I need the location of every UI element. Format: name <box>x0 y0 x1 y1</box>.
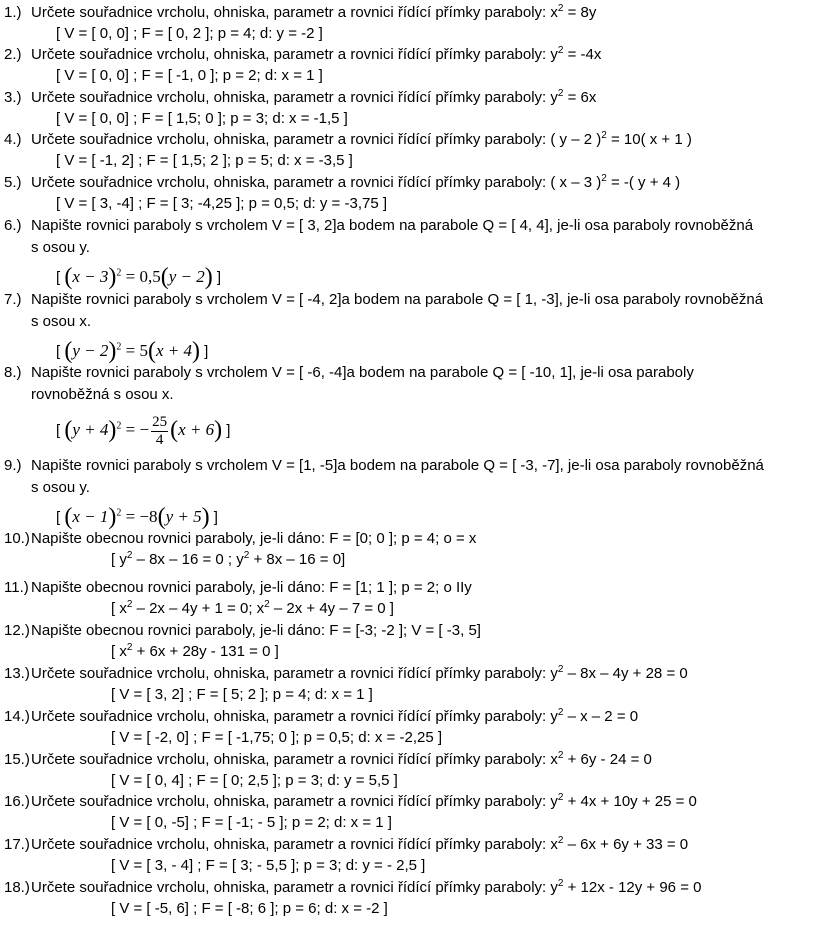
answer-11: [ $x^2 - 2x - 4y + 1 = 0$; $x^2 - 2x + 4y - 7 = 0$ ] <box>111 599 394 617</box>
problem-number: 2.) <box>4 46 22 63</box>
problem-number: 1.) <box>4 4 22 21</box>
problem-number: 16.) <box>4 793 30 810</box>
problem-number: 13.) <box>4 665 30 682</box>
problem-text: Určete souřadnice vrcholu, ohniska, parametr a rovnici řídící přímky paraboly: ( y – 2 )$^2$ = 10( x + 1 ) <box>31 130 692 148</box>
problem-text: Určete souřadnice vrcholu, ohniska, parametr a rovnici řídící přímky paraboly: $y^2 = -4x$ <box>31 45 602 63</box>
answer-10: [ $y^2 - 8x - 16 = 0$ ; $y^2 + 8x - 16 = 0$] <box>111 550 346 568</box>
problem-number: 10.) <box>4 530 30 547</box>
problem-text: Určete souřadnice vrcholu, ohniska, parametr a rovnici řídící přímky paraboly: $x^2 - 6x + 6y + 33 = 0$ <box>31 835 689 853</box>
answer-15: [ V = [ 0, 4] ; F = [ 0; 2,5 ]; p = 3; d: y = 5,5 ] <box>111 772 398 789</box>
problem-text: Napište obecnou rovnici paraboly, je-li dáno: F = [0; 0 ]; p = 4; o = x <box>31 530 477 547</box>
problem-number: 12.) <box>4 622 30 639</box>
problem-7-cont: s osou x. <box>31 313 92 330</box>
answer-13: [ V = [ 3, 2] ; F = [ 5; 2 ]; p = 4; d: x = 1 ] <box>111 686 373 703</box>
answer-8: [ $(y + 4)^2$ = − $\frac{25}{4}$ (x + 6) ] <box>56 413 231 448</box>
answer-14: [ V = [ -2, 0] ; F = [ -1,75; 0 ]; p = 0,5; d: x = -2,25 ] <box>111 729 443 746</box>
problem-text: Napište rovnici paraboly s vrcholem V = [ -4, 2]a bodem na parabole Q = [ 1, -3], je-li osa paraboly rovnoběžná <box>31 291 764 308</box>
problem-number: 14.) <box>4 708 30 725</box>
answer-7: [ $(y - 2)^2 = 5(x + 4)$ ] <box>56 338 209 364</box>
problem-number: 18.) <box>4 879 30 896</box>
problem-text: Napište rovnici paraboly s vrcholem V = [1, -5]a bodem na parabole Q = [ -3, -7], je-li osa paraboly rovnoběžná <box>31 457 764 474</box>
answer-18: [ V = [ -5, 6] ; F = [ -8; 6 ]; p = 6; d: x = -2 ] <box>111 900 388 917</box>
problem-8-cont: rovnoběžná s osou x. <box>31 386 174 403</box>
problem-9-cont: s osou y. <box>31 479 90 496</box>
fraction: $\frac{25}{4}$ <box>152 413 168 448</box>
problem-text: Určete souřadnice vrcholu, ohniska, parametr a rovnici řídící přímky paraboly: $x^2 = 8y$ <box>31 3 597 21</box>
problem-text: Napište obecnou rovnici paraboly, je-li dáno: F = [1; 1 ]; p = 2; o IIy <box>31 579 472 596</box>
problem-number: 5.) <box>4 174 22 191</box>
problem-text: Určete souřadnice vrcholu, ohniska, parametr a rovnici řídící přímky paraboly: $y^2 = 6x$ <box>31 88 597 106</box>
problem-text: Určete souřadnice vrcholu, ohniska, parametr a rovnici řídící přímky paraboly: $y^2 + 4x + 10y + 25 = 0$ <box>31 792 697 810</box>
problem-number: 8.) <box>4 364 22 381</box>
answer-16: [ V = [ 0, -5] ; F = [ -1; - 5 ]; p = 2; d: x = 1 ] <box>111 814 392 831</box>
problem-text: Určete souřadnice vrcholu, ohniska, parametr a rovnici řídící přímky paraboly: $x^2 + 6y - 24 = 0$ <box>31 750 652 768</box>
problem-6-cont: s osou y. <box>31 239 90 256</box>
problem-text: Určete souřadnice vrcholu, ohniska, parametr a rovnici řídící přímky paraboly: $y^2 - x - 2 = 0$ <box>31 707 639 725</box>
problem-text: Napište rovnici paraboly s vrcholem V = [ -6, -4]a bodem na parabole Q = [ -10, 1], je-li osa paraboly <box>31 364 694 381</box>
answer-1: [ V = [ 0, 0] ; F = [ 0, 2 ]; p = 4; d: y = -2 ] <box>56 25 323 42</box>
answer-2: [ V = [ 0, 0] ; F = [ -1, 0 ]; p = 2; d: x = 1 ] <box>56 67 323 84</box>
problem-number: 15.) <box>4 751 30 768</box>
problem-number: 3.) <box>4 89 22 106</box>
problem-text: Napište obecnou rovnici paraboly, je-li dáno: F = [-3; -2 ]; V = [ -3, 5] <box>31 622 481 639</box>
problem-text: Určete souřadnice vrcholu, ohniska, parametr a rovnici řídící přímky paraboly: $y^2 + 12x - 12y + 96 = 0$ <box>31 878 702 896</box>
answer-5: [ V = [ 3, -4] ; F = [ 3; -4,25 ]; p = 0,5; d: y = -3,75 ] <box>56 195 388 212</box>
problem-number: 9.) <box>4 457 22 474</box>
problem-number: 6.) <box>4 217 22 234</box>
answer-6: [ $(x - 3)^2 = 0,5(y - 2)$ ] <box>56 264 222 290</box>
answer-3: [ V = [ 0, 0] ; F = [ 1,5; 0 ]; p = 3; d: x = -1,5 ] <box>56 110 348 127</box>
answer-12: [ $x^2 + 6x + 28y - 131 = 0$ ] <box>111 642 279 660</box>
answer-9: [ $(x - 1)^2 = -8(y + 5)$ ] <box>56 504 218 530</box>
problem-text: Napište rovnici paraboly s vrcholem V = [ 3, 2]a bodem na parabole Q = [ 4, 4], je-li osa paraboly rovnoběžná <box>31 217 754 234</box>
problem-number: 4.) <box>4 131 22 148</box>
problem-number: 17.) <box>4 836 30 853</box>
answer-17: [ V = [ 3, - 4] ; F = [ 3; - 5,5 ]; p = 3; d: y = - 2,5 ] <box>111 857 426 874</box>
answer-4: [ V = [ -1, 2] ; F = [ 1,5; 2 ]; p = 5; d: x = -3,5 ] <box>56 152 353 169</box>
problem-text: Určete souřadnice vrcholu, ohniska, parametr a rovnici řídící přímky paraboly: ( x – 3 )$^2$ = -( y + 4 ) <box>31 173 681 191</box>
problem-number: 11.) <box>4 579 29 596</box>
problem-number: 7.) <box>4 291 22 308</box>
problem-text: Určete souřadnice vrcholu, ohniska, parametr a rovnici řídící přímky paraboly: $y^2 - 8x - 4y + 28 = 0$ <box>31 664 688 682</box>
